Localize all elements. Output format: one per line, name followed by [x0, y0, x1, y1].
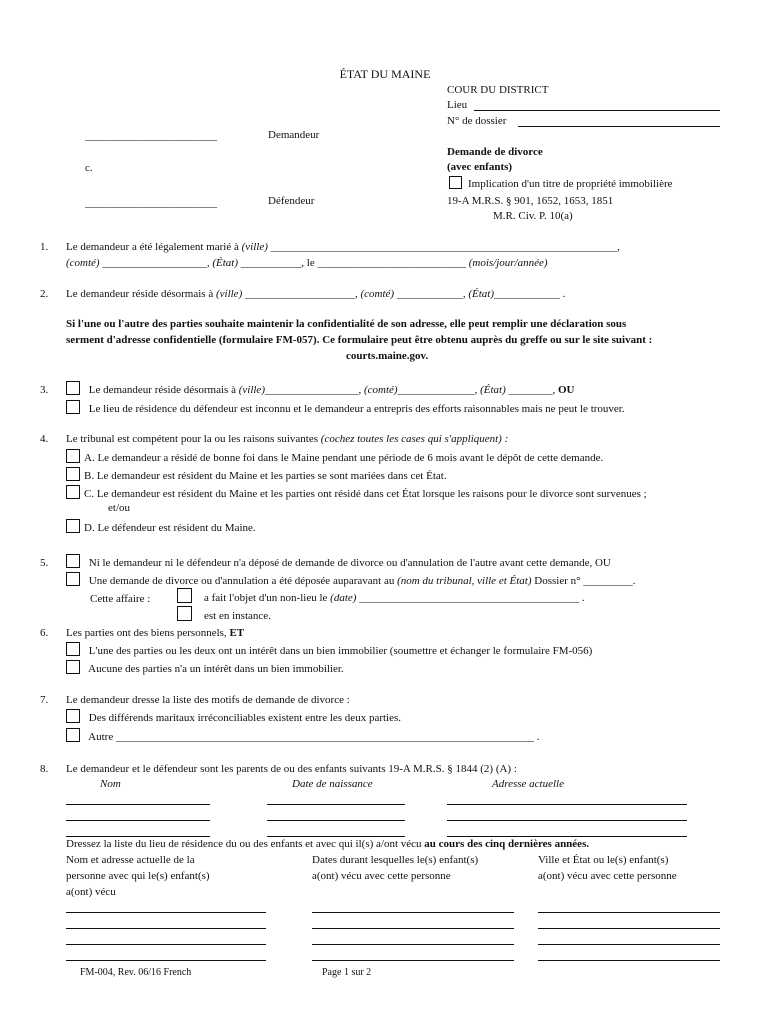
prior-filing-yes[interactable]: Une demande de divorce ou d'annulation a été déposée auparavant au (nom du tribunal, ville et État) Dossier n° _________.	[66, 572, 636, 588]
res-3-dates[interactable]	[312, 944, 514, 945]
defendeur-name-field[interactable]: ________________________	[85, 197, 217, 209]
other-reason-option[interactable]: Autre ____________________________________________________________________________ .	[66, 728, 539, 744]
section-3-number: 3.	[40, 384, 49, 396]
dossier-field[interactable]	[518, 126, 720, 127]
section-1-line-1: Le demandeur a été légalement marié à (ville) _______________________________________________________________,	[66, 241, 620, 253]
marriage-city-field[interactable]: _______________________________________________________________,	[267, 241, 620, 253]
res-2-person[interactable]	[66, 928, 266, 929]
res-4-dates[interactable]	[312, 960, 514, 961]
no-real-estate-checkbox[interactable]	[66, 660, 80, 674]
confidentiality-notice-1: Si l'une ou l'autre des parties souhaite maintenir la confidentialité de son adresse, elle peut remplir une déclaration sous	[66, 318, 627, 330]
implication-checkbox[interactable]	[449, 176, 462, 189]
irreconcilable-checkbox[interactable]	[66, 709, 80, 723]
section-5-number: 5.	[40, 557, 49, 569]
child-2-address[interactable]	[447, 820, 687, 821]
res-1-dates[interactable]	[312, 912, 514, 913]
section-1-number: 1.	[40, 241, 49, 253]
demandeur-label: Demandeur	[268, 129, 320, 141]
child-1-address[interactable]	[447, 804, 687, 805]
section-8-intro: Le demandeur et le défendeur sont les parents de ou des enfants suivants 19-A M.R.S. § 1844 (2) (A) :	[66, 763, 517, 775]
section-1-line-2: (comté) ___________________, (État) ___________, le ___________________________ (mois/jour/année)	[66, 257, 548, 269]
child-1-name[interactable]	[66, 804, 210, 805]
col-date: Date de naissance	[292, 778, 373, 790]
state-heading: ÉTAT DU MAINE	[339, 67, 431, 81]
jurisdiction-c-continued: et/ou	[108, 502, 130, 514]
versus-label: c.	[85, 162, 93, 174]
dossier-label: N° de dossier	[447, 115, 507, 127]
col-person-b: personne avec qui le(s) enfant(s)	[66, 870, 210, 882]
residence-known-checkbox[interactable]	[66, 381, 80, 395]
pending-checkbox[interactable]	[177, 606, 192, 621]
res-4-place[interactable]	[538, 960, 720, 961]
prior-filing-yes-checkbox[interactable]	[66, 572, 80, 586]
child-2-name[interactable]	[66, 820, 210, 821]
jurisdiction-b-checkbox[interactable]	[66, 467, 80, 481]
confidentiality-notice-2: serment d'adresse confidentielle (formulaire FM-057). Ce formulaire peut être obtenu auprès du greffe ou sur le site suivant :	[66, 334, 653, 346]
pending-option[interactable]: est en instance.	[177, 606, 271, 623]
section-8-number: 8.	[40, 763, 49, 775]
section-3-option-a[interactable]: Le demandeur réside désormais à (ville)_________________, (comté)______________, (État) ________, OU	[66, 381, 575, 397]
no-real-estate[interactable]: Aucune des parties n'a un intérêt dans un bien immobilier.	[66, 660, 344, 676]
real-estate-interest-checkbox[interactable]	[66, 642, 80, 656]
dismissed-checkbox[interactable]	[177, 588, 192, 603]
res-1-person[interactable]	[66, 912, 266, 913]
jurisdiction-option-c[interactable]: C. Le demandeur est résident du Maine et les parties ont résidé dans cet État lorsque les raisons pour le divorce sont survenues ;	[66, 485, 647, 501]
section-3-option-b[interactable]: Le lieu de résidence du défendeur est inconnu et le demandeur a entrepris des efforts raisonnables mais ne peut le trouver.	[66, 400, 625, 416]
jurisdiction-a-checkbox[interactable]	[66, 449, 80, 463]
res-3-place[interactable]	[538, 944, 720, 945]
res-1-place[interactable]	[538, 912, 720, 913]
child-2-dob[interactable]	[267, 820, 405, 821]
jurisdiction-d-checkbox[interactable]	[66, 519, 80, 533]
col-dates-b: a(ont) vécu avec cette personne	[312, 870, 451, 882]
lieu-label: Lieu	[447, 99, 468, 111]
form-title: Demande de divorce	[447, 146, 543, 158]
jurisdiction-c-checkbox[interactable]	[66, 485, 80, 499]
child-3-address[interactable]	[447, 836, 687, 837]
prior-filing-none[interactable]: Ni le demandeur ni le défendeur n'a déposé de demande de divorce ou d'annulation de l'autre avant cette demande, OU	[66, 554, 611, 570]
section-7-intro: Le demandeur dresse la liste des motifs de demande de divorce :	[66, 694, 350, 706]
page-number: Page 1 sur 2	[322, 967, 372, 978]
implication-label: Implication d'un titre de propriété immobilière	[468, 178, 673, 190]
res-4-person[interactable]	[66, 960, 266, 961]
res-2-place[interactable]	[538, 928, 720, 929]
section-2-number: 2.	[40, 288, 49, 300]
courts-link[interactable]: courts.maine.gov.	[346, 350, 429, 362]
col-nom: Nom	[100, 778, 121, 790]
col-place-b: a(ont) vécu avec cette personne	[538, 870, 677, 882]
jurisdiction-option-b[interactable]: B. Le demandeur est résident du Maine et les parties se sont mariées dans cet État.	[66, 467, 447, 483]
form-number: FM-004, Rev. 06/16 French	[80, 967, 192, 978]
statute-reference: 19-A M.R.S. § 901, 1652, 1653, 1851	[447, 195, 614, 207]
child-3-dob[interactable]	[267, 836, 405, 837]
defendeur-label: Défendeur	[268, 195, 315, 207]
cette-affaire-label: Cette affaire :	[90, 593, 151, 605]
col-person-a: Nom et adresse actuelle de la	[66, 854, 195, 866]
child-3-name[interactable]	[66, 836, 210, 837]
section-4-intro: Le tribunal est compétent pour la ou les raisons suivantes (cochez toutes les cases qui s'appliquent) :	[66, 433, 509, 445]
section-6-intro: Les parties ont des biens personnels, ET	[66, 627, 245, 639]
implication-option[interactable]	[449, 176, 673, 191]
form-subtitle: (avec enfants)	[447, 161, 513, 173]
jurisdiction-option-d[interactable]: D. Le défendeur est résident du Maine.	[66, 519, 256, 535]
demandeur-name-field[interactable]: ________________________	[85, 130, 217, 142]
col-person-c: a(ont) vécu	[66, 886, 116, 898]
prior-filing-none-checkbox[interactable]	[66, 554, 80, 568]
jurisdiction-option-a[interactable]: A. Le demandeur a résidé de bonne foi dans le Maine pendant une période de 6 mois avant le dépôt de cette demande.	[66, 449, 603, 465]
residence-unknown-checkbox[interactable]	[66, 400, 80, 414]
court-label: COUR DU DISTRICT	[447, 84, 549, 96]
irreconcilable-option[interactable]: Des différends maritaux irréconciliables existent entre les deux parties.	[66, 709, 401, 725]
col-dates-a: Dates durant lesquelles le(s) enfant(s)	[312, 854, 479, 866]
residence-list-intro: Dressez la liste du lieu de résidence du ou des enfants et avec qui il(s) a/ont vécu au cours des cinq dernières années.	[66, 838, 590, 850]
section-7-number: 7.	[40, 694, 49, 706]
real-estate-interest[interactable]: L'une des parties ou les deux ont un intérêt dans un bien immobilier (soumettre et échanger le formulaire FM-056)	[66, 642, 592, 658]
section-2-text: Le demandeur réside désormais à (ville) ____________________, (comté) ____________, (État)____________ .	[66, 288, 566, 300]
res-2-dates[interactable]	[312, 928, 514, 929]
res-3-person[interactable]	[66, 944, 266, 945]
col-place-a: Ville et État ou le(s) enfant(s)	[538, 854, 669, 866]
section-6-number: 6.	[40, 627, 49, 639]
lieu-field[interactable]	[474, 110, 720, 111]
other-reason-checkbox[interactable]	[66, 728, 80, 742]
col-adresse: Adresse actuelle	[492, 778, 564, 790]
dismissed-option[interactable]: a fait l'objet d'un non-lieu le (date) ________________________________________ .	[177, 588, 585, 605]
child-1-dob[interactable]	[267, 804, 405, 805]
rule-reference: M.R. Civ. P. 10(a)	[493, 210, 573, 222]
section-4-number: 4.	[40, 433, 49, 445]
